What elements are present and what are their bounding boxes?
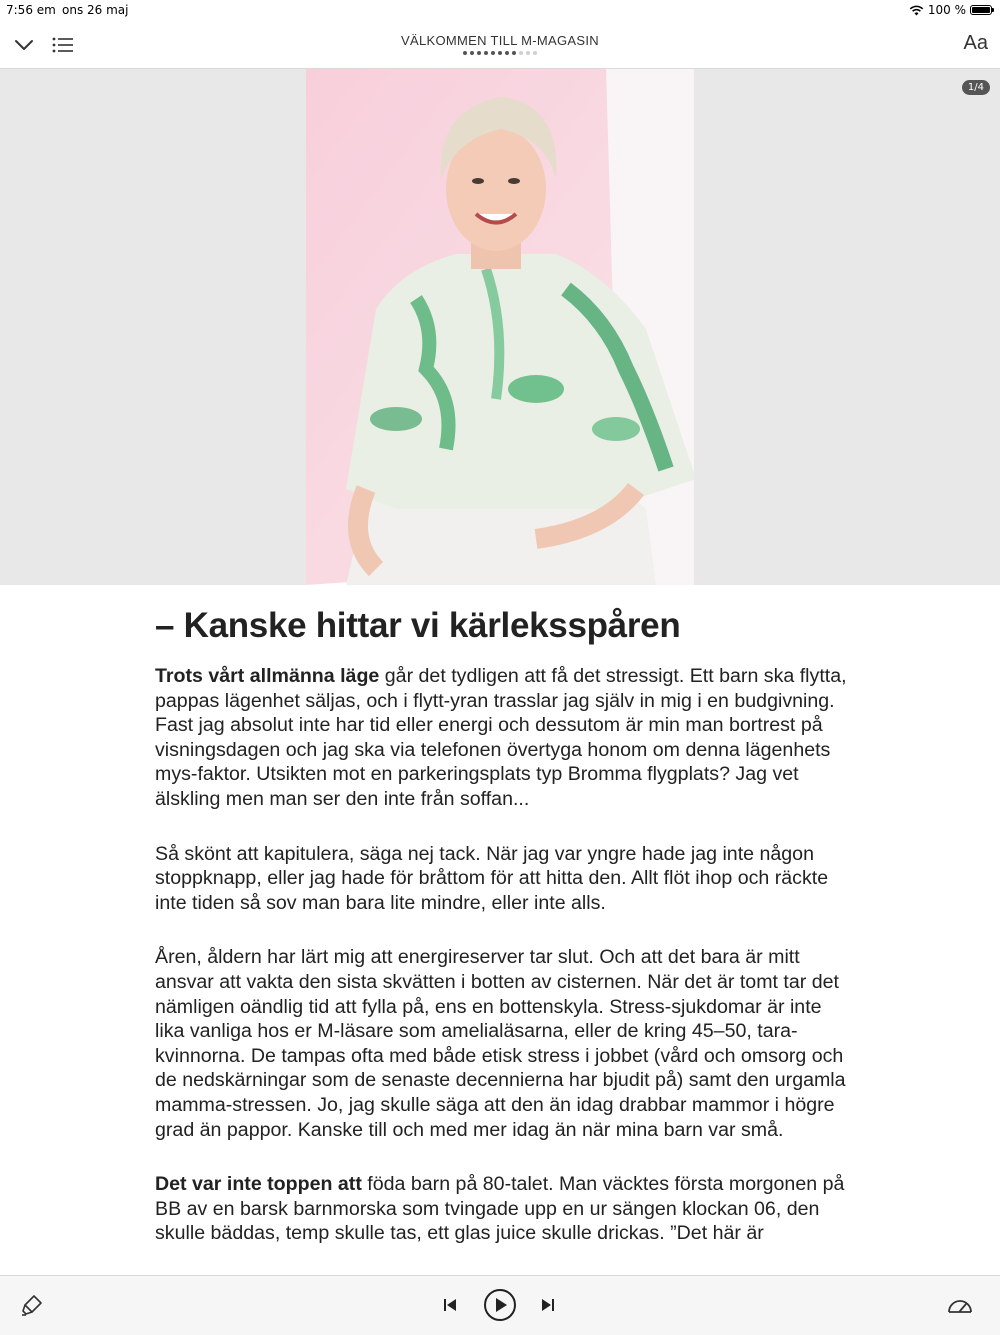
battery-percent: 100 % bbox=[927, 3, 966, 17]
paragraph-3 bbox=[155, 945, 855, 1142]
highlight-button[interactable] bbox=[15, 1288, 49, 1322]
page-dot bbox=[484, 51, 488, 55]
previous-track-button[interactable] bbox=[433, 1288, 467, 1322]
article-photo[interactable] bbox=[306, 69, 694, 585]
hero-image-area bbox=[0, 69, 1000, 585]
paragraph-3-text: Åren, åldern har lärt mig att energireserver tar slut. Och att det bara är mitt ansvar att vakta den sista skvätten i botten av cisternen. När det är tomt tar det nämligen oändlig tid att fylla på, ens en bottenskyla. Stress-sjukdomar är inte lika vanliga hos er M-läsare som amelialäsarna, eller de kring 45–50, tara-kvinnorna. De tampas ofta med både etisk stress i jobbet (vård och omsorg och de nedskärningar som de senaste decennierna har bjudit på) samt den urgamla mamma-stressen. Jo, jag skulle säga att den än idag drabbar mammor i högre grad än pappor. Kanske till och med mer idag än när mina barn var små. bbox=[155, 946, 846, 1141]
play-icon bbox=[483, 1288, 517, 1322]
portrait-illustration bbox=[306, 69, 694, 585]
font-size-button[interactable]: Aa bbox=[963, 32, 988, 54]
magazine-title: VÄLKOMMEN TILL M-MAGASIN bbox=[401, 33, 599, 48]
battery-icon bbox=[970, 5, 992, 15]
next-track-button[interactable] bbox=[531, 1288, 565, 1322]
paragraph-1-text: går det tydligen att få det stressigt. Ett barn ska flytta, pappas lägenhet säljas, och i flytt-yran trasslar jag själv in mig i en budgivning. Fast jag absolut inte har tid eller energi och dessutom är min man bortrest på visningsdagen och jag ska via telefonen övertyga honom om denna lägenhets mys-faktor. Utsikten mot en parkeringsplats typ Bromma flygplats? Jag vet älskling men man ser den inte från soffan... bbox=[155, 665, 847, 810]
page-dot bbox=[491, 51, 495, 55]
image-page-counter: 1/4 bbox=[962, 80, 990, 95]
status-bar bbox=[0, 0, 1000, 22]
play-button[interactable] bbox=[482, 1287, 518, 1323]
page-dot bbox=[505, 51, 509, 55]
paragraph-1 bbox=[155, 664, 855, 812]
page-dot bbox=[498, 51, 502, 55]
page-dot bbox=[463, 51, 467, 55]
page-dot bbox=[519, 51, 523, 55]
status-date: ons 26 maj bbox=[62, 3, 129, 17]
skip-forward-icon bbox=[540, 1297, 556, 1313]
page-dot bbox=[470, 51, 474, 55]
skip-back-icon bbox=[442, 1297, 458, 1313]
article-body bbox=[155, 606, 855, 1276]
status-time: 7:56 em bbox=[6, 3, 56, 17]
paragraph-4-lead: Det var inte toppen att bbox=[155, 1173, 362, 1196]
page-dot bbox=[477, 51, 481, 55]
wifi-icon bbox=[909, 5, 924, 16]
page-indicator-dots bbox=[0, 51, 1000, 55]
speedometer-icon bbox=[947, 1296, 973, 1314]
paragraph-1-lead: Trots vårt allmänna läge bbox=[155, 665, 380, 687]
top-navigation-bar bbox=[0, 22, 1000, 69]
paragraph-2-text: Så skönt att kapitulera, säga nej tack. När jag var yngre hade jag inte någon stoppknapp, eller jag hade för bråttom för att hitta den. Allt flöt ihop och räckte inte tiden så sov man bara lite mindre, eller inte alls. bbox=[155, 842, 829, 914]
page-dot bbox=[512, 51, 516, 55]
status-right bbox=[909, 3, 992, 17]
article-headline: – Kanske hittar vi kärleksspåren bbox=[155, 606, 681, 645]
highlighter-icon bbox=[20, 1293, 44, 1317]
bottom-toolbar bbox=[0, 1275, 1000, 1335]
playback-speed-button[interactable] bbox=[943, 1288, 977, 1322]
page-dot bbox=[526, 51, 530, 55]
paragraph-4-text: föda barn på 80-talet. Man väcktes första morgonen på BB av en barsk barnmorska som tvingade upp en ur sängen klockan 06, den skulle bäddas, temp skulle tas, ett glas juice skulle drickas. ”Det här är bbox=[155, 1173, 845, 1245]
page-dot bbox=[533, 51, 537, 55]
paragraph-2 bbox=[155, 842, 855, 916]
paragraph-4 bbox=[155, 1172, 855, 1246]
